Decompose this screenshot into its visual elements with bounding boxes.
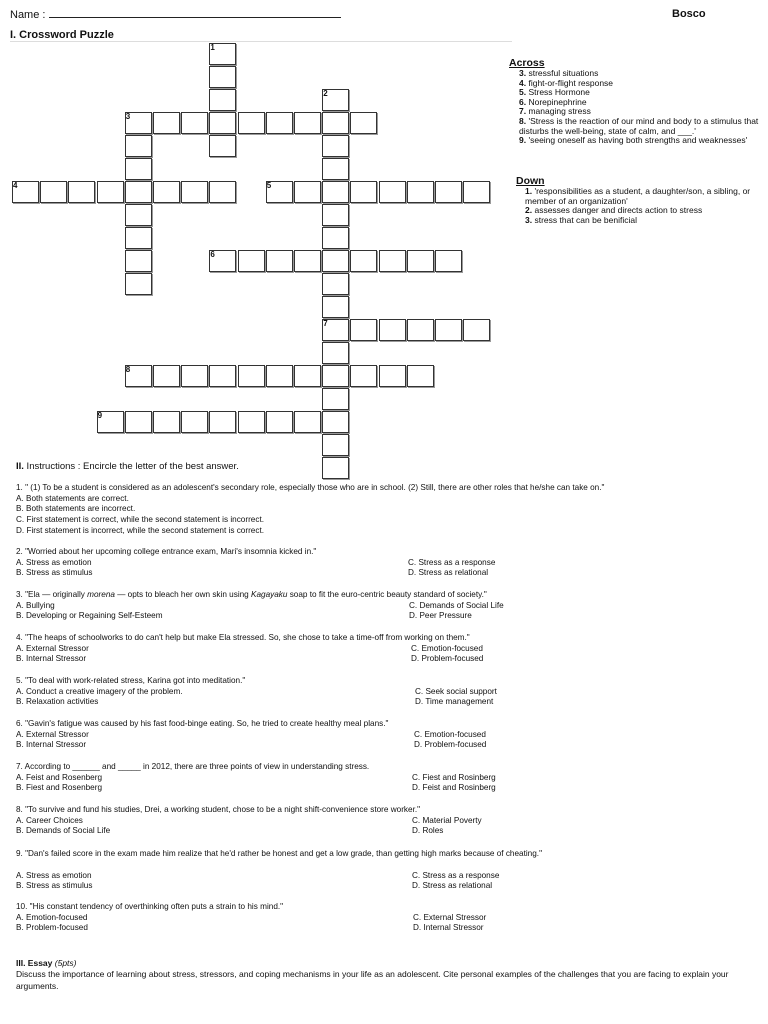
crossword-cell[interactable] xyxy=(322,112,349,134)
crossword-cell[interactable] xyxy=(379,250,406,272)
across-heading: Across xyxy=(509,57,545,69)
clue-number: 7 xyxy=(323,319,328,328)
answer-option[interactable]: A. Stress as emotion xyxy=(16,557,92,567)
crossword-cell[interactable] xyxy=(238,250,265,272)
crossword-cell[interactable] xyxy=(350,181,377,203)
question-text: 10. "His constant tendency of overthinking often puts a strain to his mind." xyxy=(16,902,284,911)
crossword-cell[interactable] xyxy=(322,365,349,387)
answer-option[interactable]: D. Stress as relational xyxy=(408,568,489,578)
answer-option[interactable]: A. Emotion-focused xyxy=(16,912,88,922)
down-clue: 2. assesses danger and directs action to stress xyxy=(525,205,703,216)
answer-option[interactable]: B. Fiest and Rosenberg xyxy=(16,783,103,793)
answer-option[interactable]: B. Stress as stimulus xyxy=(16,881,93,891)
clue-number: 6 xyxy=(210,250,215,259)
crossword-cell[interactable] xyxy=(209,135,236,157)
crossword-cell[interactable] xyxy=(209,411,236,433)
crossword-cell[interactable] xyxy=(266,250,293,272)
across-clues xyxy=(509,57,764,146)
crossword-cell[interactable] xyxy=(322,296,349,318)
crossword-cell[interactable] xyxy=(153,112,180,134)
answer-option[interactable]: B. Developing or Regaining Self-Esteem xyxy=(16,611,163,621)
crossword-cell[interactable] xyxy=(379,181,406,203)
answer-option[interactable]: D. Stress as relational xyxy=(412,881,493,891)
crossword-cell[interactable] xyxy=(407,181,434,203)
answer-option[interactable]: C. Fiest and Rosinberg xyxy=(412,772,496,782)
clue-number: 5 xyxy=(266,181,272,190)
crossword-cell[interactable] xyxy=(153,365,180,387)
crossword-cell[interactable] xyxy=(322,342,349,364)
essay-prompt: Discuss the importance of learning about stress, stressors, and coping mechanisms in your life as an adolescent. Cite personal examples of the challenges that you are facing to explain your arguments. xyxy=(16,969,729,992)
answer-option[interactable]: C. External Stressor xyxy=(413,912,487,922)
answer-option[interactable]: C. Emotion-focused xyxy=(414,729,486,739)
across-clue: 3. stressful situations xyxy=(519,68,599,78)
answer-option[interactable]: A. Bullying xyxy=(16,600,55,610)
crossword-cell[interactable] xyxy=(153,411,180,433)
crossword-cell[interactable] xyxy=(97,181,124,203)
school-name: Bosco xyxy=(672,8,706,20)
answer-option[interactable]: D. Problem-focused xyxy=(411,654,484,664)
answer-option[interactable]: C. Seek social support xyxy=(415,686,497,696)
answer-option[interactable]: D. Problem-focused xyxy=(414,740,487,750)
answer-option[interactable]: A. Conduct a creative imagery of the problem. xyxy=(16,686,183,696)
question-text: 4. "The heaps of schoolworks to do can't help but make Ela stressed. So, she chose to take a time-off from working on them." xyxy=(16,633,470,642)
clue-number: 4 xyxy=(13,181,18,190)
crossword-cell[interactable] xyxy=(266,411,293,433)
across-clue: 8. 'Stress is the reaction of our mind and body to a stimulus that disturbs the well-being, state of calm, and ___.' xyxy=(519,115,759,136)
crossword-cell[interactable] xyxy=(209,365,236,387)
crossword-cell[interactable] xyxy=(435,250,462,272)
crossword-cell[interactable] xyxy=(153,181,180,203)
crossword-cell[interactable] xyxy=(181,112,208,134)
crossword-cell[interactable] xyxy=(322,457,349,479)
answer-option[interactable]: B. Internal Stressor xyxy=(16,740,87,750)
crossword-cell[interactable] xyxy=(463,319,490,341)
answer-option[interactable]: A. External Stressor xyxy=(16,729,89,739)
crossword-cell[interactable] xyxy=(181,411,208,433)
question-text: 1. " (1) To be a student is considered as an adolescent's secondary role, especially those who are in school. (2) Still, there are other roles that he/she can take on." xyxy=(16,483,605,492)
down-clues xyxy=(509,175,764,225)
down-clue: 1. 'responsibilities as a student, a daughter/son, a sibling, or member of an organization' xyxy=(525,186,751,206)
crossword-cell[interactable] xyxy=(322,273,349,295)
crossword-cell[interactable] xyxy=(266,112,293,134)
crossword-cell[interactable] xyxy=(407,250,434,272)
crossword-cell[interactable] xyxy=(294,250,321,272)
crossword-cell[interactable] xyxy=(125,273,152,295)
crossword-cell[interactable] xyxy=(125,135,152,157)
crossword-cell[interactable] xyxy=(350,319,377,341)
across-clue: 7. managing stress xyxy=(519,106,591,117)
crossword-cell[interactable] xyxy=(350,365,377,387)
clue-number: 1 xyxy=(210,43,215,52)
answer-option[interactable]: A. Stress as emotion xyxy=(16,870,92,880)
crossword-cell[interactable] xyxy=(379,319,406,341)
answer-option[interactable]: B. Problem-focused xyxy=(16,923,88,933)
answer-option[interactable]: A. Feist and Rosenberg xyxy=(16,772,103,782)
crossword-cell[interactable] xyxy=(435,319,462,341)
clue-number: 3 xyxy=(125,112,131,121)
answer-option[interactable]: B. Relaxation activities xyxy=(16,697,99,707)
across-clue: 9. 'seeing oneself as having both strengths and weaknesses' xyxy=(519,135,748,146)
answer-option[interactable]: C. First statement is correct, while the second statement is incorrect. xyxy=(16,515,264,525)
crossword-cell[interactable] xyxy=(125,411,152,433)
answer-option[interactable]: C. Stress as a response xyxy=(408,557,496,567)
crossword-cell[interactable] xyxy=(294,112,321,134)
crossword-cell[interactable] xyxy=(40,181,67,203)
section-2-instructions: II. Instructions : Encircle the letter of the best answer. xyxy=(16,461,239,472)
answer-option[interactable]: D. First statement is incorrect, while the second statement is correct. xyxy=(16,525,264,535)
across-clue: 5. Stress Hormone xyxy=(519,87,590,98)
crossword-cell[interactable] xyxy=(322,411,349,433)
crossword-cell[interactable] xyxy=(209,66,236,88)
name-label: Name : xyxy=(10,9,46,21)
answer-option[interactable]: A. External Stressor xyxy=(16,643,89,653)
question-text: 9. "Dan's failed score in the exam made him realize that he'd rather be honest and get a low grade, than getting high marks because of cheating." xyxy=(16,849,542,858)
crossword-cell[interactable] xyxy=(322,434,349,456)
section-1-title: I. Crossword Puzzle xyxy=(10,29,114,41)
crossword-cell[interactable] xyxy=(125,204,152,226)
section-3-title: III. Essay (5pts) xyxy=(16,958,77,968)
crossword-cell[interactable] xyxy=(435,181,462,203)
crossword-cell[interactable] xyxy=(238,365,265,387)
crossword-cell[interactable] xyxy=(350,112,377,134)
down-heading: Down xyxy=(516,175,545,187)
answer-option[interactable]: C. Emotion-focused xyxy=(411,643,483,653)
crossword-cell[interactable] xyxy=(407,365,434,387)
crossword-cell[interactable] xyxy=(209,112,236,134)
crossword-cell[interactable] xyxy=(322,158,349,180)
crossword-cell[interactable] xyxy=(238,411,265,433)
clue-number: 8 xyxy=(125,365,131,374)
crossword-cell[interactable] xyxy=(294,365,321,387)
crossword-cell[interactable] xyxy=(322,135,349,157)
answer-option[interactable]: D. Internal Stressor xyxy=(413,923,484,933)
crossword-cell[interactable] xyxy=(125,227,152,249)
answer-option[interactable]: D. Time management xyxy=(415,697,494,707)
crossword-cell[interactable] xyxy=(322,250,349,272)
answer-option[interactable]: B. Internal Stressor xyxy=(16,654,87,664)
question-text: 5. "To deal with work-related stress, Karina got into meditation." xyxy=(16,676,246,685)
answer-option[interactable]: C. Stress as a response xyxy=(412,870,500,880)
answer-option[interactable]: C. Demands of Social Life xyxy=(409,600,504,610)
answer-option[interactable]: B. Stress as stimulus xyxy=(16,568,93,578)
clue-number: 9 xyxy=(97,411,103,420)
question-text: 3. "Ela — originally morena — opts to bleach her own skin using Kagayaku soap to fit the euro-centric beauty standard of society." xyxy=(16,590,487,599)
crossword-cell[interactable] xyxy=(125,158,152,180)
question-text: 7. According to ______ and _____ in 2012, there are three points of view in understanding stress. xyxy=(16,762,370,771)
crossword-cell[interactable] xyxy=(266,365,293,387)
crossword-cell[interactable] xyxy=(181,181,208,203)
answer-option[interactable]: D. Roles xyxy=(412,826,444,836)
answer-option[interactable]: B. Demands of Social Life xyxy=(16,826,111,836)
across-clue: 4. fight-or-flight response xyxy=(519,77,614,88)
crossword-cell[interactable] xyxy=(125,181,152,203)
clue-number: 2 xyxy=(323,89,328,98)
answer-option[interactable]: B. Both statements are incorrect. xyxy=(16,504,136,514)
crossword-cell[interactable] xyxy=(379,365,406,387)
question-text: 6. "Gavin's fatigue was caused by his fast food-binge eating. So, he tried to create healthy meal plans." xyxy=(16,719,389,728)
crossword-cell[interactable] xyxy=(68,181,95,203)
crossword-cell[interactable] xyxy=(209,89,236,111)
crossword-cell[interactable] xyxy=(463,181,490,203)
crossword-cell[interactable] xyxy=(322,227,349,249)
answer-option[interactable]: C. Material Poverty xyxy=(412,815,482,825)
crossword-cell[interactable] xyxy=(322,181,349,203)
crossword-cell[interactable] xyxy=(238,112,265,134)
across-clue: 6. Norepinephrine xyxy=(519,96,587,107)
crossword-cell[interactable] xyxy=(407,319,434,341)
question-text: 2. "Worried about her upcoming college entrance exam, Mari's insomnia kicked in." xyxy=(16,547,317,556)
crossword-cell[interactable] xyxy=(294,411,321,433)
answer-option[interactable]: A. Career Choices xyxy=(16,815,83,825)
crossword-cell[interactable] xyxy=(322,388,349,410)
crossword-cell[interactable] xyxy=(181,365,208,387)
crossword-cell[interactable] xyxy=(322,204,349,226)
crossword-cell[interactable] xyxy=(209,181,236,203)
question-text: 8. "To survive and fund his studies, Drei, a working student, chose to be a night shift-convenience store worker." xyxy=(16,805,421,814)
down-clue: 3. stress that can be benificial xyxy=(525,214,637,225)
answer-option[interactable]: D. Feist and Rosinberg xyxy=(412,783,496,793)
answer-option[interactable]: D. Peer Pressure xyxy=(409,611,472,621)
crossword-cell[interactable] xyxy=(125,250,152,272)
crossword-cell[interactable] xyxy=(294,181,321,203)
answer-option[interactable]: A. Both statements are correct. xyxy=(16,493,129,503)
crossword-cell[interactable] xyxy=(350,250,377,272)
